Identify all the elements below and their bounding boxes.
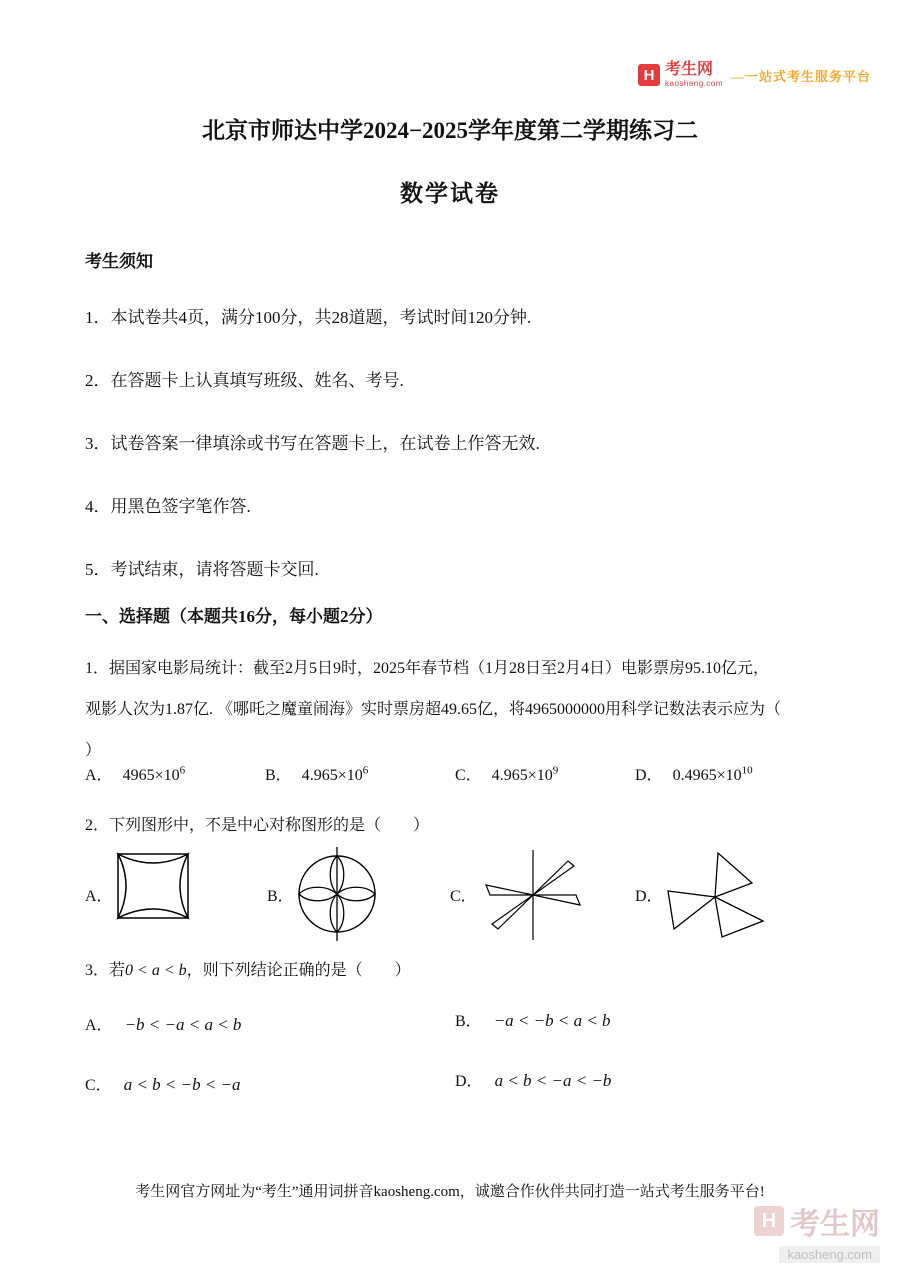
q2-figures-row xyxy=(0,843,900,948)
q3-option-c-label: C． xyxy=(85,1077,112,1094)
q2-figure-a xyxy=(115,851,191,921)
section-heading: 一、选择题（本题共16分，每小题2分） xyxy=(85,607,383,626)
logo-brand-text: 考生网 xyxy=(665,61,714,78)
footer-note: 考生网官方网址为“考生”通用词拼音kaosheng.com，诚邀合作伙伴共同打造一站式考生服务平台! xyxy=(135,1184,765,1200)
q3-option-c xyxy=(85,1072,241,1095)
kaosheng-logo-icon: H xyxy=(638,64,660,86)
q2-option-b-label: B． xyxy=(267,888,294,905)
notice-item-5: 5．考试结束，请将答题卡交回. xyxy=(85,560,319,579)
q1-option-b-label: B． xyxy=(265,767,292,784)
q1-option-d-label: D． xyxy=(635,767,663,784)
q3-text-suffix: ，则下列结论正确的是（ ） xyxy=(186,962,411,979)
q1-options-row xyxy=(85,762,815,788)
concave-square-icon xyxy=(115,851,191,921)
triangle-pinwheel-icon xyxy=(662,849,767,941)
kaosheng-logo-text xyxy=(665,62,723,88)
kaosheng-logo xyxy=(638,62,871,88)
q3-option-d xyxy=(455,1068,611,1091)
pinwheel-blades-icon xyxy=(478,848,588,942)
q3-option-c-expression: a < b < −b < −a xyxy=(123,1075,241,1094)
q2-figure-c xyxy=(478,848,588,942)
q1-option-a xyxy=(85,762,185,785)
q1-option-a-exponent: 6 xyxy=(179,764,186,777)
q1-text-line-1: 1．据国家电影局统计：截至2月5日9时，2025年春节档（1月28日至2月4日）电影票房95.10亿元， xyxy=(85,660,770,677)
logo-domain-text: kaosheng.com xyxy=(665,79,724,88)
q2-option-d-label: D． xyxy=(635,888,663,905)
logo-tagline: —一站式考生服务平台 xyxy=(731,68,872,84)
notice-item-4: 4．用黑色签字笔作答. xyxy=(85,497,251,516)
q1-option-c-label: C． xyxy=(455,767,482,784)
q2-figure-b xyxy=(295,845,379,943)
q3-option-b xyxy=(455,1008,611,1031)
q1-option-b xyxy=(265,762,368,785)
question-3-text xyxy=(85,957,411,980)
q1-option-a-value: 4965×10 xyxy=(122,767,180,784)
q2-option-c-label: C． xyxy=(450,888,477,905)
watermark-brand-text: 考生网 xyxy=(790,1208,880,1241)
q1-option-b-value: 4.965×10 xyxy=(301,767,363,784)
q1-option-c xyxy=(455,762,558,785)
q1-option-d-value: 0.4965×10 xyxy=(672,767,742,784)
q3-text-prefix: 3．若 xyxy=(85,962,126,979)
notice-list xyxy=(85,303,815,618)
watermark-domain-text: kaosheng.com xyxy=(779,1246,880,1263)
watermark-logo-icon: H xyxy=(754,1206,784,1236)
notice-item-2: 2．在答题卡上认真填写班级、姓名、考号. xyxy=(85,371,404,390)
q3-inline-math: 0 < a < b xyxy=(125,962,187,979)
q1-option-a-label: A． xyxy=(85,767,113,784)
q3-option-a-expression: −b < −a < a < b xyxy=(124,1015,242,1034)
q2-option-a-label: A． xyxy=(85,888,113,905)
q1-option-c-exponent: 9 xyxy=(552,764,559,777)
q3-option-b-expression: −a < −b < a < b xyxy=(493,1011,611,1030)
paper-title: 数学试卷 xyxy=(400,181,500,206)
q3-option-b-label: B． xyxy=(455,1013,482,1030)
four-petal-circle-icon xyxy=(295,845,379,943)
q1-text-line-3: ） xyxy=(85,742,102,759)
q2-figure-d xyxy=(662,849,767,941)
notice-item-3: 3．试卷答案一律填涂或书写在答题卡上，在试卷上作答无效. xyxy=(85,434,540,453)
q1-text-line-2: 观影人次为1.87亿. 《哪吒之魔童闹海》实时票房超49.65亿，将4965000000用科学记数法表示应为（ xyxy=(85,701,782,718)
exam-title: 北京市师达中学2024−2025学年度第二学期练习二 xyxy=(201,118,699,143)
q3-option-d-label: D． xyxy=(455,1073,483,1090)
question-2-text: 2．下列图形中，不是中心对称图形的是（ ） xyxy=(85,817,430,834)
notice-item-1: 1．本试卷共4页，满分100分，共28道题，考试时间120分钟. xyxy=(85,308,532,327)
question-1 xyxy=(85,648,815,771)
q1-option-b-exponent: 6 xyxy=(362,764,369,777)
q1-option-d-exponent: 10 xyxy=(741,764,753,777)
watermark-logo xyxy=(754,1199,880,1263)
q3-option-a xyxy=(85,1012,241,1035)
q1-option-c-value: 4.965×10 xyxy=(491,767,553,784)
q1-option-d xyxy=(635,762,753,785)
notice-heading: 考生须知 xyxy=(85,252,153,271)
q3-option-d-expression: a < b < −a < −b xyxy=(494,1071,612,1090)
watermark-brand-row xyxy=(754,1199,880,1243)
q3-option-a-label: A． xyxy=(85,1017,113,1034)
